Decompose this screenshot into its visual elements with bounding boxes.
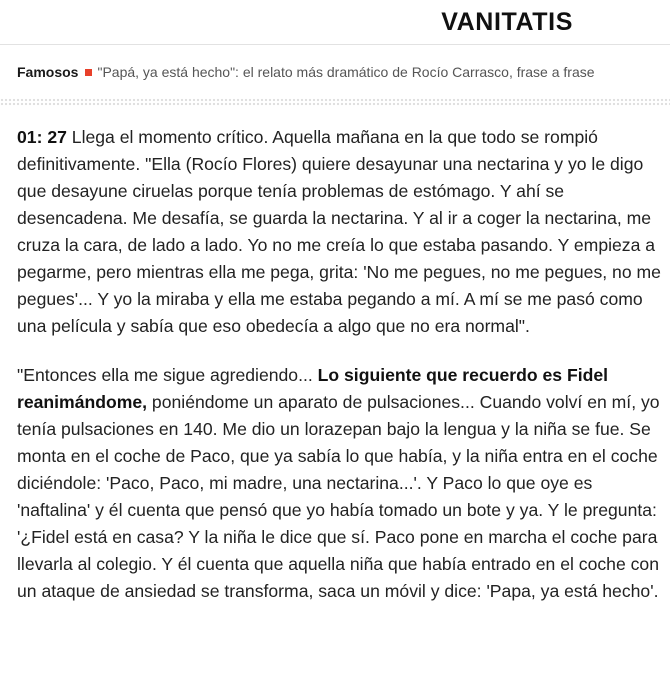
breadcrumb-separator-icon xyxy=(85,69,92,76)
paragraph-bold-text: Lo siguiente que recuerdo es Fidel reanimándome, xyxy=(17,365,608,412)
breadcrumb-article-link[interactable]: "Papá, ya está hecho": el relato más dramático de Rocío Carrasco, frase a frase xyxy=(97,64,595,80)
paragraph-text: poniéndome un aparato de pulsaciones... Cuando volví en mí, yo tenía pulsaciones en 140. Me dio un lorazepan bajo la lengua y la niña se fue. Se monta en el coche de Paco, que ya sabía lo que había, y la niña entra en el coche diciéndole: 'Paco, Paco, mi madre, una nectarina...'. Y Paco lo que oye es 'naftalina' y él cuenta que pensó que yo había tomado un bote y ya. Y le pregunta: '¿Fidel está en casa? Y la niña le dice que sí. Paco pone en marcha el coche para llevarla al colegio. Y él cuenta que aquella niña que había entrado en el coche con un ataque de ansiedad se transforma, saca un móvil y dice: 'Papa, ya está hecho'. xyxy=(17,392,660,601)
breadcrumb-section-link[interactable]: Famosos xyxy=(17,64,79,80)
article-paragraph xyxy=(17,124,665,340)
timestamp: 01: 27 xyxy=(17,127,67,147)
dotted-divider xyxy=(0,98,670,106)
paragraph-text: Llega el momento crítico. Aquella mañana en la que todo se rompió definitivamente. "Ella (Rocío Flores) quiere desayunar una nectarina y yo le digo que desayune ciruelas porque tenía problemas de estómago. Y ahí se desencadena. Me desafía, se guarda la nectarina. Y al ir a coger la nectarina, me cruza la cara, de lado a lado. Yo no me creía lo que estaba pasando. Y empieza a pegarme, pero mientras ella me pega, grita: 'No me pegues, no me pegues, no me pegues'... Y yo la miraba y ella me estaba pegando a mí. A mí se me pasó como una película y sabía que eso obedecía a algo que no era normal". xyxy=(17,127,661,336)
breadcrumb xyxy=(17,64,595,80)
article-paragraph xyxy=(17,362,665,605)
site-header xyxy=(0,0,670,45)
paragraph-text: "Entonces ella me sigue agrediendo... xyxy=(17,365,318,385)
site-logo[interactable]: VANITATIS xyxy=(441,8,573,36)
article-body xyxy=(17,124,665,605)
